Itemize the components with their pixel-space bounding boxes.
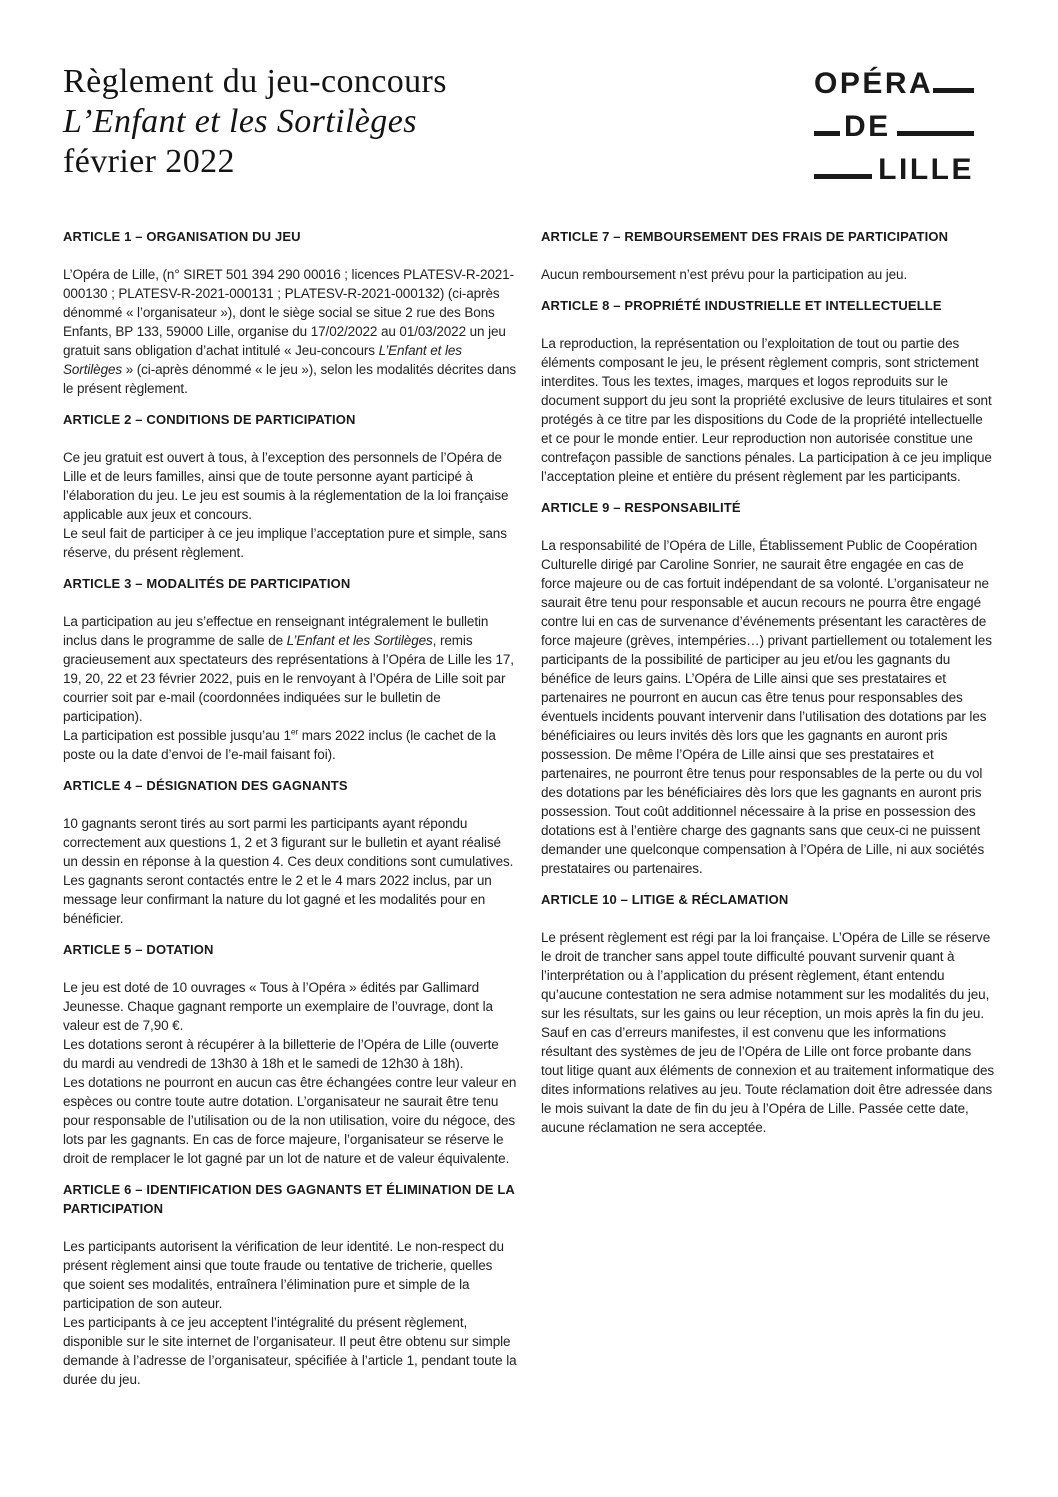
article-body bbox=[63, 265, 517, 398]
paragraph: Le présent règlement est régi par la loi française. L’Opéra de Lille se réserve le droit de trancher sans appel toute difficulté pouvant survenir quant à l’interprétation ou à l’application du présent règlement, étant entendu qu’aucune contestation ne sera admise notamment sur les modalités du jeu, sur les résultats, sur les gains ou leur réception, un mois après la fin du jeu. Sauf en cas d’erreurs manifestes, il est convenu que les informations résultant des systèmes de jeu de l’Opéra de Lille ont force probante dans tout litige quant aux éléments de connexion et au traitement informatique des dites informations relatives au jeu. Toute réclamation doit être adressée dans le mois suivant la date de fin du jeu à l’Opéra de Lille. Passée cette date, aucune réclamation ne sera acceptée. bbox=[541, 930, 995, 1135]
logo-bar bbox=[897, 131, 974, 136]
article-section bbox=[541, 227, 995, 284]
logo-bar bbox=[933, 88, 974, 93]
article-heading: ARTICLE 6 – IDENTIFICATION DES GAGNANTS ET ÉLIMINATION DE LA PARTICIPATION bbox=[63, 1182, 515, 1216]
paragraph: La participation est possible jusqu’au 1er mars 2022 inclus (le cachet de la poste ou la date d’envoi de l’e-mail faisant foi). bbox=[63, 726, 496, 762]
paragraph: Les dotations ne pourront en aucun cas être échangées contre leur valeur en espèces ou contre toute autre dotation. L’organisateur ne saurait être tenu pour responsable de l’utilisation ou de la non utilisation, voire du négoce, des lots par les gagnants. En cas de force majeure, l’organisateur se réserve le droit de remplacer le lot gagné par un lot de nature et de valeur équivalente. bbox=[63, 1075, 517, 1166]
article-body bbox=[541, 536, 995, 878]
article-section bbox=[541, 890, 995, 1137]
article-section bbox=[63, 410, 517, 562]
article-body bbox=[63, 612, 517, 764]
article-section bbox=[63, 940, 517, 1168]
article-heading: ARTICLE 4 – DÉSIGNATION DES GAGNANTS bbox=[63, 778, 348, 793]
paragraph: La reproduction, la représentation ou l’exploitation de tout ou partie des éléments composant le jeu, le présent règlement compris, sont strictement interdites. Tous les textes, images, marques et logos reproduits sur le document support du jeu sont la propriété exclusive de leurs titulaires et sont protégés à ce titre par les dispositions du Code de la propriété intellectuelle et ce pour le monde entier. Leur reproduction non autorisée constitue une contrefaçon passible de sanctions pénales. La participation à ce jeu implique l’acceptation pleine et entière du présent règlement par les participants. bbox=[541, 336, 992, 484]
right-column bbox=[541, 227, 995, 1401]
opera-de-lille-logo bbox=[814, 56, 974, 185]
paragraph: Le seul fait de participer à ce jeu implique l’acceptation pure et simple, sans réserve, du présent règlement. bbox=[63, 526, 507, 560]
article-body bbox=[63, 978, 517, 1168]
article-section bbox=[63, 227, 517, 398]
paragraph: Aucun remboursement n’est prévu pour la participation au jeu. bbox=[541, 267, 908, 282]
article-section bbox=[63, 1180, 517, 1389]
article-heading: ARTICLE 5 – DOTATION bbox=[63, 942, 214, 957]
paragraph: La participation au jeu s’effectue en renseignant intégralement le bulletin inclus dans le programme de salle de L’Enfant et les Sortilèges, remis gracieusement aux spectateurs des représentations à l’Opéra de Lille les 17, 19, 20, 22 et 23 février 2022, puis en le renvoyant à l’Opéra de Lille soit par courrier soit par e-mail (coordonnées indiquées sur le bulletin de participation). bbox=[63, 614, 514, 724]
paragraph: Les participants autorisent la vérification de leur identité. Le non-respect du présent règlement ainsi que toute fraude ou tentative de tricherie, quelles que soient ses modalités, entraînera l’élimination pure et simple de la participation de son auteur. bbox=[63, 1239, 504, 1311]
logo-row-opera bbox=[814, 56, 974, 99]
paragraph: Les dotations seront à récupérer à la billetterie de l’Opéra de Lille (ouverte du mardi au vendredi de 13h30 à 18h et le samedi de 12h30 à 18h). bbox=[63, 1037, 499, 1071]
logo-bar bbox=[814, 174, 872, 179]
article-heading: ARTICLE 10 – LITIGE & RÉCLAMATION bbox=[541, 892, 789, 907]
paragraph: 10 gagnants seront tirés au sort parmi les participants ayant répondu correctement aux questions 1, 2 et 3 figurant sur le bulletin et ayant réalisé un dessin en réponse à la question 4. Ces deux conditions sont cumulatives. bbox=[63, 816, 514, 869]
article-heading: ARTICLE 7 – REMBOURSEMENT DES FRAIS DE PARTICIPATION bbox=[541, 229, 949, 244]
article-heading: ARTICLE 3 – MODALITÉS DE PARTICIPATION bbox=[63, 576, 351, 591]
article-body bbox=[63, 448, 517, 562]
title-line-1: Règlement du jeu-concours bbox=[63, 63, 447, 100]
article-section bbox=[541, 296, 995, 486]
paragraph: Les participants à ce jeu acceptent l’intégralité du présent règlement, disponible sur le site internet de l’organisateur. Il peut être obtenu sur simple demande à l’adresse de l’organisateur, spécifiée à l’article 1, pendant toute la durée du jeu. bbox=[63, 1315, 517, 1387]
article-section bbox=[63, 776, 517, 928]
logo-row-lille bbox=[814, 142, 974, 185]
article-section bbox=[63, 574, 517, 764]
logo-row-de bbox=[814, 99, 974, 142]
article-heading: ARTICLE 9 – RESPONSABILITÉ bbox=[541, 500, 741, 515]
article-heading: ARTICLE 1 – ORGANISATION DU JEU bbox=[63, 229, 301, 244]
paragraph: L’Opéra de Lille, (n° SIRET 501 394 290 00016 ; licences PLATESV-R-2021-000130 ; PLATESV-R-2021-000131 ; PLATESV-R-2021-000132) (ci-après dénommé « l’organisateur »), dont le siège social se situe 2 rue des Bons Enfants, BP 133, 59000 Lille, organise du 17/02/2022 au 01/03/2022 un jeu gratuit sans obligation d’achat intitulé « Jeu-concours L’Enfant et les Sortilèges » (ci-après dénommé « le jeu »), selon les modalités décrites dans le présent règlement. bbox=[63, 267, 517, 396]
article-body bbox=[541, 334, 995, 486]
article-body bbox=[63, 1237, 517, 1389]
document-header bbox=[63, 62, 995, 186]
article-body bbox=[63, 814, 517, 928]
article-heading: ARTICLE 8 – PROPRIÉTÉ INDUSTRIELLE ET INTELLECTUELLE bbox=[541, 298, 942, 313]
article-columns bbox=[63, 227, 995, 1401]
logo-word-opera: OPÉRA bbox=[814, 67, 934, 100]
title-line-2: L’Enfant et les Sortilèges bbox=[63, 103, 417, 140]
title-line-3: février 2022 bbox=[63, 143, 235, 180]
paragraph: La responsabilité de l’Opéra de Lille, Établissement Public de Coopération Culturelle dirigé par Caroline Sonrier, ne saurait être engagée en cas de force majeure ou de cas fortuit indépendant de sa volonté. L’organisateur ne saurait être tenu pour responsable et aucun recours ne pourra être engagé contre lui en cas de survenance d’événements présentant les caractères de force majeure (grèves, intempéries…) privant partiellement ou totalement les participants de la possibilité de participer au jeu et/ou les gagnants du bénéfice de leurs gains. L’Opéra de Lille ainsi que ses prestataires et partenaires ne pourront en aucun cas être tenus pour responsables des éventuels incidents pouvant intervenir dans l’utilisation des dotations par les bénéficiaires ou leurs invités dès lors que les gagnants en auront pris possession. De même l’Opéra de Lille ainsi que ses prestataires et partenaires, ne pourront être tenus pour responsables de la perte ou du vol des dotations par les bénéficiaires dès lors que les gagnants en auront pris possession. Tout coût additionnel nécessaire à la prise en possession des dotations est à l’entière charge des gagnants sans que ceux-ci ne puissent demander une quelconque compensation à l’Opéra de Lille, ni aux sociétés prestataires ou partenaires. bbox=[541, 538, 992, 876]
article-heading: ARTICLE 2 – CONDITIONS DE PARTICIPATION bbox=[63, 412, 356, 427]
article-body bbox=[541, 265, 995, 284]
logo-word-lille: LILLE bbox=[878, 153, 974, 186]
paragraph: Ce jeu gratuit est ouvert à tous, à l’exception des personnels de l’Opéra de Lille et de leurs familles, ainsi que de toute personne ayant participé à l’élaboration du jeu. Le jeu est soumis à la réglementation de la loi française applicable aux jeux et concours. bbox=[63, 450, 509, 522]
paragraph: Les gagnants seront contactés entre le 2 et le 4 mars 2022 inclus, par un message leur confirmant la nature du lot gagné et les modalités pour en bénéficier. bbox=[63, 873, 492, 926]
left-column bbox=[63, 227, 517, 1401]
article-section bbox=[541, 498, 995, 878]
paragraph: Le jeu est doté de 10 ouvrages « Tous à l’Opéra » édités par Gallimard Jeunesse. Chaque gagnant remporte un exemplaire de l’ouvrage, dont la valeur est de 7,90 €. bbox=[63, 980, 493, 1033]
logo-word-de: DE bbox=[844, 110, 891, 143]
logo-bar bbox=[814, 131, 840, 136]
article-body bbox=[541, 928, 995, 1137]
